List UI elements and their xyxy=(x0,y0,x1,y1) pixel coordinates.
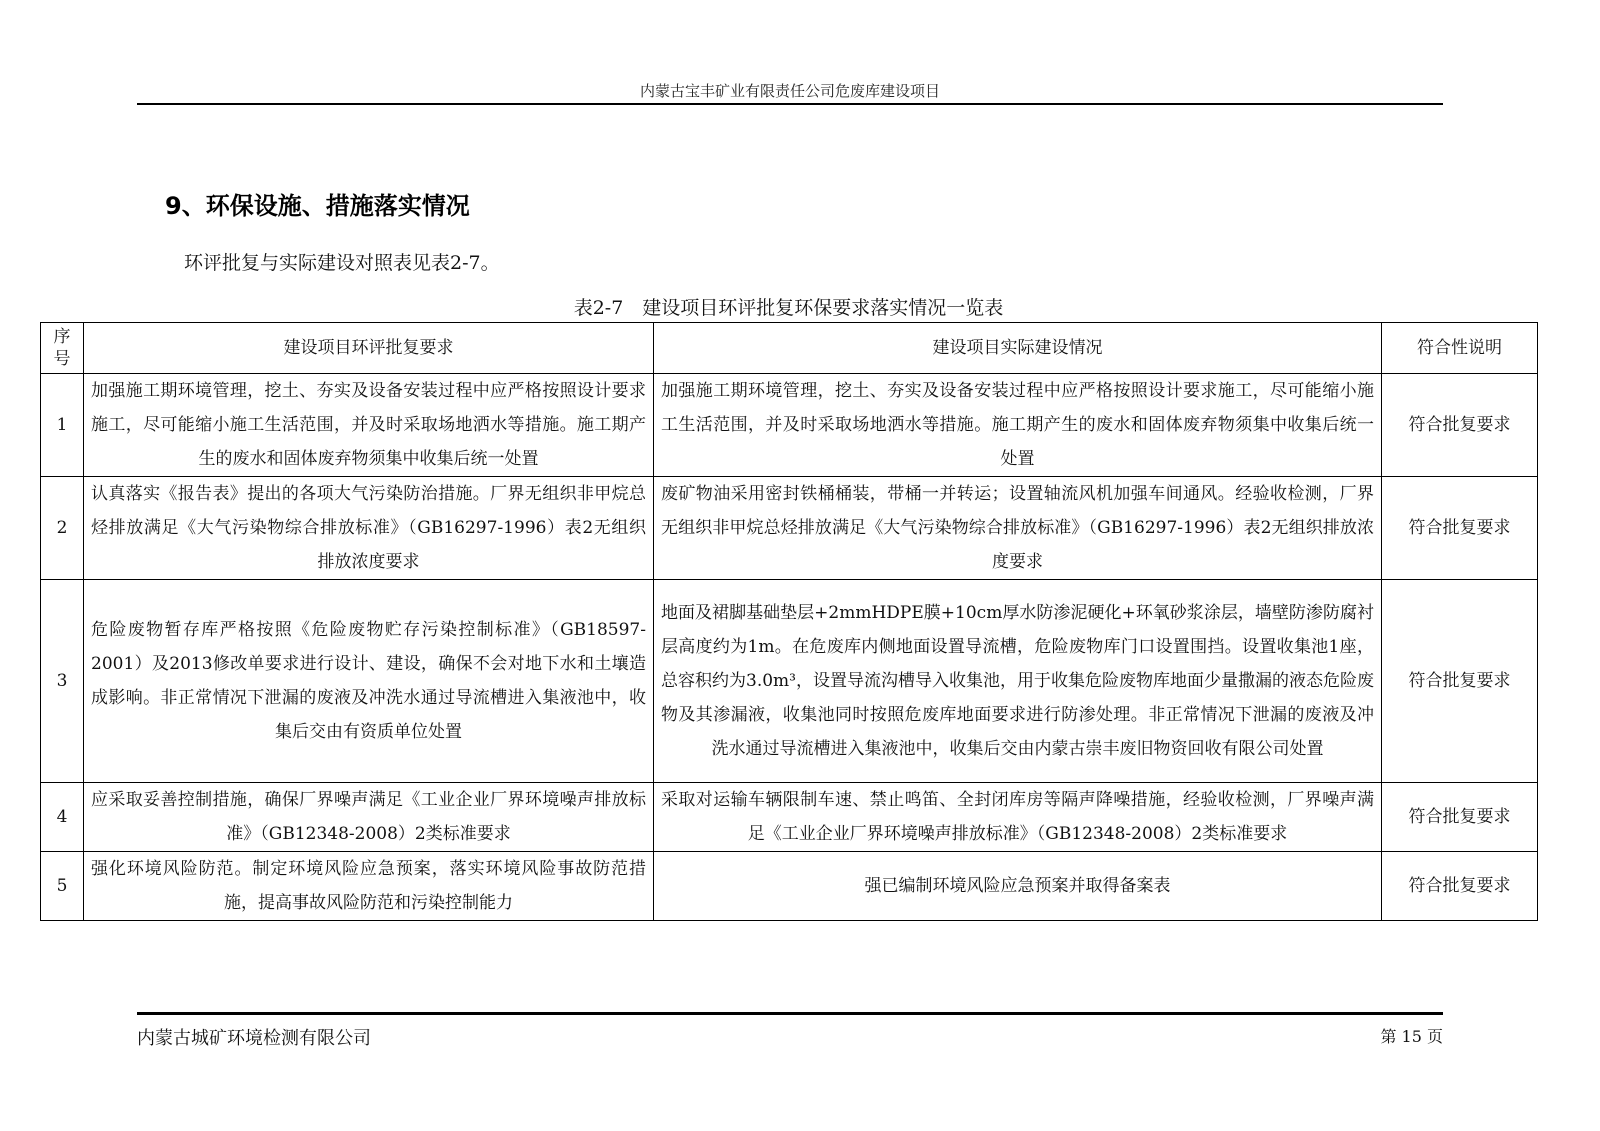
table-row xyxy=(41,374,1538,477)
header-cell-actual: 建设项目实际建设情况 xyxy=(654,323,1382,374)
compliance-table xyxy=(40,322,1538,921)
row-requirement: 认真落实《报告表》提出的各项大气污染防治措施。厂界无组织非甲烷总烃排放满足《大气污染物综合排放标准》（GB16297-1996）表2无组织排放浓度要求 xyxy=(84,477,654,580)
row-compliance: 符合批复要求 xyxy=(1382,477,1538,580)
table-row xyxy=(41,783,1538,852)
footer-company: 内蒙古城矿环境检测有限公司 xyxy=(137,1028,371,1049)
table-row xyxy=(41,852,1538,921)
row-actual: 地面及裙脚基础垫层+2mmHDPE膜+10cm厚水防渗泥硬化+环氧砂浆涂层，墙壁防渗防腐衬层高度约为1m。在危废库内侧地面设置导流槽，危险废物库门口设置围挡。设置收集池1座，总容积约为3.0m³，设置导流沟槽导入收集池，用于收集危险废物库地面少量撒漏的液态危险废物及其渗漏液，收集池同时按照危废库地面要求进行防渗处理。非正常情况下泄漏的废液及冲洗水通过导流槽进入集液池中，收集后交由内蒙古崇丰废旧物资回收有限公司处置 xyxy=(654,580,1382,783)
row-requirement: 强化环境风险防范。制定环境风险应急预案，落实环境风险事故防范措施，提高事故风险防范和污染控制能力 xyxy=(84,852,654,921)
table-row xyxy=(41,580,1538,783)
row-compliance: 符合批复要求 xyxy=(1382,852,1538,921)
section-heading: 9、环保设施、措施落实情况 xyxy=(165,192,470,220)
row-compliance: 符合批复要求 xyxy=(1382,580,1538,783)
row-number: 1 xyxy=(41,374,84,477)
header-divider xyxy=(137,103,1443,105)
row-actual: 采取对运输车辆限制车速、禁止鸣笛、全封闭库房等隔声降噪措施，经验收检测，厂界噪声满足《工业企业厂界环境噪声排放标准》（GB12348-2008）2类标准要求 xyxy=(654,783,1382,852)
table-row xyxy=(41,477,1538,580)
page-number: 第 15 页 xyxy=(1380,1027,1443,1046)
footer-divider xyxy=(137,1012,1443,1015)
table-caption: 表2-7 建设项目环评批复环保要求落实情况一览表 xyxy=(573,297,1004,319)
row-requirement: 加强施工期环境管理，挖土、夯实及设备安装过程中应严格按照设计要求施工，尽可能缩小施工生活范围，并及时采取场地洒水等措施。施工期产生的废水和固体废弃物须集中收集后统一处置 xyxy=(84,374,654,477)
row-actual: 废矿物油采用密封铁桶桶装，带桶一并转运；设置轴流风机加强车间通风。经验收检测，厂界无组织非甲烷总烃排放满足《大气污染物综合排放标准》（GB16297-1996）表2无组织排放浓度要求 xyxy=(654,477,1382,580)
row-requirement: 应采取妥善控制措施，确保厂界噪声满足《工业企业厂界环境噪声排放标准》（GB12348-2008）2类标准要求 xyxy=(84,783,654,852)
row-number: 4 xyxy=(41,783,84,852)
row-number: 2 xyxy=(41,477,84,580)
row-requirement: 危险废物暂存库严格按照《危险废物贮存污染控制标准》（GB18597-2001）及2013修改单要求进行设计、建设，确保不会对地下水和土壤造成影响。非正常情况下泄漏的废液及冲洗水通过导流槽进入集液池中，收集后交由有资质单位处置 xyxy=(84,580,654,783)
document-header-title: 内蒙古宝丰矿业有限责任公司危废库建设项目 xyxy=(639,82,940,100)
table-header-row xyxy=(41,323,1538,374)
section-intro: 环评批复与实际建设对照表见表2-7。 xyxy=(184,252,500,274)
row-compliance: 符合批复要求 xyxy=(1382,783,1538,852)
row-number: 5 xyxy=(41,852,84,921)
header-cell-requirement: 建设项目环评批复要求 xyxy=(84,323,654,374)
header-cell-compliance: 符合性说明 xyxy=(1382,323,1538,374)
row-compliance: 符合批复要求 xyxy=(1382,374,1538,477)
row-actual: 强已编制环境风险应急预案并取得备案表 xyxy=(654,852,1382,921)
row-actual: 加强施工期环境管理，挖土、夯实及设备安装过程中应严格按照设计要求施工，尽可能缩小施工生活范围，并及时采取场地洒水等措施。施工期产生的废水和固体废弃物须集中收集后统一处置 xyxy=(654,374,1382,477)
row-number: 3 xyxy=(41,580,84,783)
header-cell-no: 序 号 xyxy=(41,323,84,374)
